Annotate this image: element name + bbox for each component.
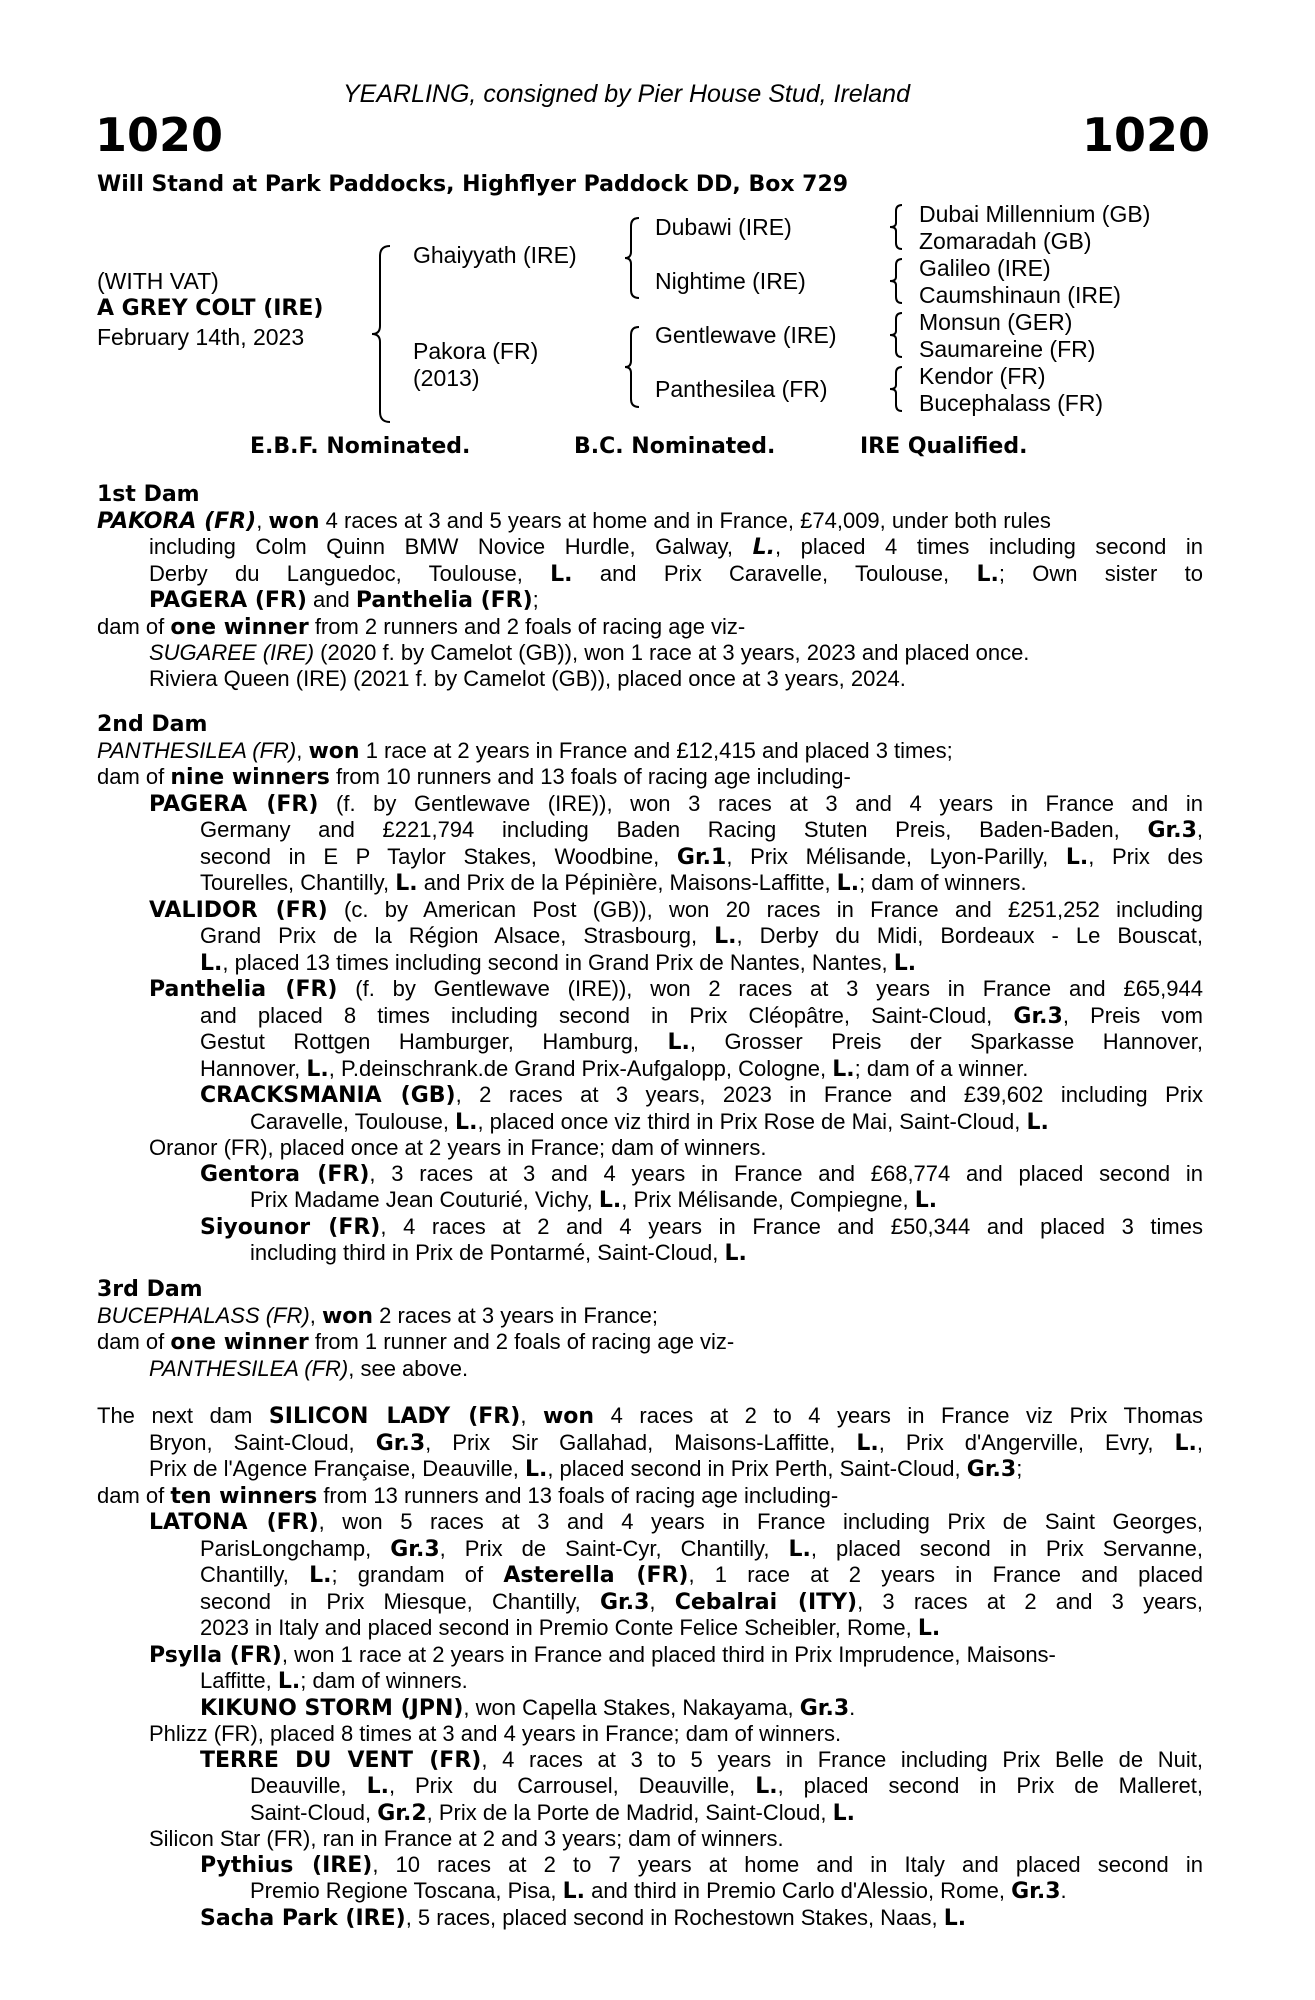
text-run: , [1196, 817, 1203, 842]
next-dam-line [97, 1800, 1203, 1827]
text-run: (c. by American Post (GB)), won 20 races in France and £251,252 including [327, 896, 1204, 922]
ire-qualified: IRE Qualified. [860, 434, 1028, 459]
next-dam-line [97, 1430, 1203, 1457]
text-run: , Prix Mélisande, Compiegne, [621, 1187, 915, 1212]
text-run: and Prix de la Pépinière, Maisons-Laffitte, [417, 870, 837, 895]
text-run: from 2 runners and 2 foals of racing age viz- [308, 613, 746, 639]
text-run: Laffitte, [200, 1668, 278, 1693]
pedigree-g3-7: Kendor (FR) [919, 363, 1046, 389]
second-dam-line [97, 870, 1203, 897]
text-run: Gr.3 [966, 1457, 1017, 1482]
text-run: PAKORA (FR) [97, 508, 257, 534]
text-run: including Colm Quinn BMW Novice Hurdle, Galway, [149, 534, 753, 559]
text-run: L. [856, 1430, 879, 1456]
text-run: , 10 races at 2 to 7 years at home and in Italy and placed second in [372, 1851, 1204, 1877]
text-run: , 3 races at 2 and 3 years, [857, 1588, 1203, 1614]
pedigree-dam-year: (2013) [413, 365, 480, 391]
text-run: , 4 races at 2 and 4 years in France and £50,344 and placed 3 times [380, 1213, 1203, 1239]
second-dam-line [97, 844, 1203, 871]
text-run: Deauville, [250, 1773, 367, 1798]
text-run: L. [752, 535, 775, 560]
second-dam-line [97, 1109, 1203, 1136]
text-run: Gr.3 [599, 1589, 650, 1615]
next-dam-line [97, 1483, 1203, 1510]
text-run: Pythius (IRE) [200, 1852, 373, 1878]
lot-number-right: 1020 [1082, 108, 1211, 162]
text-run: Gr.3 [1147, 818, 1197, 843]
text-run: Gr.3 [1011, 1879, 1061, 1904]
text-run: Prix Madame Jean Couturié, Vichy, [250, 1187, 599, 1212]
text-run: Tourelles, Chantilly, [200, 870, 396, 895]
pedigree-g3-5: Monsun (GER) [919, 309, 1073, 335]
text-run: Panthelia (FR) [149, 977, 338, 1002]
pedigree-g3-1: Dubai Millennium (GB) [919, 201, 1151, 227]
third-dam-line [97, 1329, 1203, 1356]
first-dam-line [97, 561, 1203, 588]
text-run: L. [366, 1774, 389, 1799]
text-run: CRACKSMANIA (GB) [200, 1083, 456, 1108]
next-dam-line [97, 1747, 1203, 1774]
text-run: , Grosser Preis der Sparkasse Hannover, [689, 1029, 1203, 1054]
text-run: 1 race at 2 years in France and £12,415 and placed 3 times; [359, 737, 953, 763]
second-dam-line [97, 976, 1203, 1003]
text-run: Derby du Languedoc, Toulouse, [149, 560, 551, 586]
text-run: 4 races at 3 and 5 years at home and in France, £74,009, under both rules [319, 507, 1051, 533]
text-run: L. [714, 924, 737, 949]
text-run: and Prix Caravelle, Toulouse, [572, 560, 977, 586]
text-run: Grand Prix de la Région Alsace, Strasbourg, [200, 923, 715, 948]
first-dam-section [97, 482, 1203, 691]
text-run: dam of [97, 613, 171, 639]
text-run: L. [524, 1457, 548, 1482]
pedigree-g3-3: Galileo (IRE) [919, 255, 1051, 281]
pedigree-sire-sire: Dubawi (IRE) [655, 214, 792, 240]
text-run: Panthelia (FR) [355, 588, 533, 613]
lot-number-left: 1020 [95, 108, 224, 162]
text-run: (2020 f. by Camelot (GB)), won 1 race at 3 years, 2023 and placed once. [314, 640, 1030, 665]
next-dam-line [97, 1905, 1203, 1932]
text-run: and third in Premio Carlo d'Alessio, Rome, [585, 1878, 1012, 1903]
next-dam-line [97, 1403, 1203, 1430]
horse-name: A GREY COLT (IRE) [97, 296, 324, 321]
second-dam-line [97, 817, 1203, 844]
second-dam-section [97, 712, 1203, 1267]
text-run: L. [914, 1188, 938, 1213]
text-run: from 1 runner and 2 foals of racing age viz- [308, 1329, 735, 1354]
pedigree-sire: Ghaiyyath (IRE) [413, 242, 577, 268]
foaling-date: February 14th, 2023 [97, 324, 305, 350]
text-run: L. [200, 950, 223, 976]
bc-nominated: B.C. Nominated. [574, 434, 776, 459]
text-run: ; Own sister to [998, 560, 1203, 586]
text-run: dam of [97, 1482, 171, 1508]
text-run: L. [1026, 1109, 1049, 1135]
next-dam-line [97, 1615, 1203, 1642]
text-run: , [520, 1403, 543, 1428]
second-dam-line [97, 1187, 1203, 1214]
text-run: Gr.3 [1013, 1003, 1063, 1029]
text-run: L. [306, 1056, 329, 1082]
pedigree-g3-8: Bucephalass (FR) [919, 390, 1104, 416]
text-run: Gr.2 [377, 1800, 427, 1826]
text-run: PAGERA (FR) [149, 791, 319, 817]
text-run: . [1060, 1878, 1067, 1903]
next-dam-line [97, 1509, 1203, 1536]
second-dam-heading: 2nd Dam [97, 712, 208, 737]
text-run: , [256, 507, 269, 533]
pedigree-brace-g3-4 [888, 365, 906, 413]
text-run: , placed second in Prix Servanne, [810, 1535, 1203, 1561]
text-run: SILICON LADY (FR) [268, 1404, 521, 1429]
text-run: L. [755, 1774, 778, 1799]
text-run: Sacha Park (IRE) [200, 1905, 406, 1931]
text-run: ten winners [170, 1483, 318, 1509]
text-run: L. [667, 1030, 690, 1055]
third-dam-heading: 3rd Dam [97, 1277, 203, 1302]
next-dam-line [97, 1668, 1203, 1695]
second-dam-line [97, 1214, 1203, 1241]
text-run: PANTHESILEA (FR) [149, 1355, 349, 1381]
pedigree-sire-dam: Nightime (IRE) [655, 268, 806, 294]
third-dam-line [97, 1356, 1203, 1382]
next-dam-line [97, 1562, 1203, 1589]
text-run: 4 races at 2 to 4 years in France viz Prix Thomas [594, 1403, 1203, 1428]
stand-location: Will Stand at Park Paddocks, Highflyer Paddock DD, Box 729 [97, 172, 849, 197]
text-run: L. [788, 1536, 811, 1562]
text-run: L. [277, 1669, 301, 1694]
text-run: Siyounor (FR) [200, 1214, 381, 1240]
first-dam-line [97, 534, 1203, 561]
next-dam-line [97, 1773, 1203, 1800]
text-run: Gestut Rottgen Hamburger, Hamburg, [200, 1029, 668, 1054]
text-run: Caravelle, Toulouse, [250, 1108, 456, 1134]
text-run: from 13 runners and 13 foals of racing age including- [317, 1482, 839, 1508]
text-run: second in E P Taylor Stakes, Woodbine, [200, 843, 677, 869]
next-dam-line [97, 1695, 1203, 1722]
next-dam-line [97, 1589, 1203, 1616]
text-run: , won 1 race at 2 years in France and placed third in Prix Imprudence, Maisons- [281, 1641, 1056, 1667]
second-dam-line [97, 1082, 1203, 1109]
text-run: (f. by Gentlewave (IRE)), won 3 races at 3 and 4 years in France and in [318, 790, 1203, 816]
text-run: , won 5 races at 3 and 4 years in France including Prix de Saint Georges, [318, 1509, 1203, 1534]
text-run: L. [832, 1056, 855, 1082]
pedigree-g3-6: Saumareine (FR) [919, 336, 1096, 362]
next-dam-line [97, 1642, 1203, 1669]
text-run: and [306, 587, 356, 612]
second-dam-line [97, 1029, 1203, 1056]
text-run: , won Capella Stakes, Nakayama, [463, 1694, 800, 1720]
text-run: Premio Regione Toscana, Pisa, [250, 1878, 563, 1903]
text-run: L. [976, 561, 999, 587]
text-run: , placed second in Prix de Malleret, [777, 1773, 1204, 1798]
text-run: ; [532, 587, 539, 612]
second-dam-line [97, 897, 1203, 924]
text-run: one winner [170, 1330, 309, 1355]
pedigree-g3-4: Caumshinaun (IRE) [919, 282, 1121, 308]
text-run: , Prix du Carrousel, Deauville, [388, 1773, 756, 1798]
next-dam-line: Silicon Star (FR), ran in France at 2 and 3 years; dam of winners. [149, 1826, 784, 1851]
text-run: L. [836, 871, 860, 896]
text-run: ; grandam of [331, 1562, 504, 1587]
text-run: ParisLongchamp, [200, 1535, 391, 1561]
text-run: , [1196, 1429, 1203, 1455]
text-run: Psylla (FR) [149, 1642, 282, 1668]
text-run: and placed 8 times including second in Prix Cléopâtre, Saint-Cloud, [200, 1002, 1014, 1028]
second-dam-line [97, 950, 1203, 977]
next-dam-line [97, 1456, 1203, 1483]
next-dam-line [97, 1878, 1203, 1905]
first-dam-line [97, 508, 1203, 535]
text-run: , 1 race at 2 years in France and placed [688, 1562, 1203, 1587]
text-run: . [849, 1694, 856, 1720]
vat-note: (WITH VAT) [97, 268, 219, 294]
second-dam-line: Oranor (FR), placed once at 2 years in France; dam of winners. [149, 1135, 767, 1160]
second-dam-line [97, 764, 1203, 791]
text-run: L. [724, 1241, 747, 1266]
text-run: , 4 races at 3 to 5 years in France including Prix Belle de Nuit, [481, 1746, 1203, 1772]
text-run: LATONA (FR) [149, 1510, 319, 1535]
pedigree-brace-dam [623, 325, 643, 409]
text-run: , [296, 737, 309, 763]
text-run: 2 races at 3 years in France; [373, 1302, 658, 1328]
text-run: L. [598, 1188, 622, 1213]
first-dam-heading: 1st Dam [97, 482, 200, 507]
second-dam-line [97, 1240, 1203, 1267]
text-run: , Prix Mélisande, Lyon-Parilly, [726, 843, 1066, 869]
text-run: Asterella (FR) [503, 1563, 689, 1588]
text-run: Prix de l'Agence Française, Deauville, [149, 1456, 525, 1481]
pedigree-dam-sire: Gentlewave (IRE) [655, 322, 837, 348]
catalogue-subtitle: YEARLING, consigned by Pier House Stud, Ireland [343, 80, 910, 108]
text-run: L. [943, 1905, 967, 1931]
next-dam-section [97, 1403, 1203, 1931]
third-dam-section [97, 1277, 1203, 1381]
text-run: L. [455, 1109, 478, 1135]
text-run: second in Prix Miesque, Chantilly, [200, 1588, 600, 1614]
text-run: TERRE DU VENT (FR) [200, 1747, 482, 1773]
text-run: , Prix des [1088, 843, 1203, 869]
pedigree-brace-g3-3 [888, 311, 906, 359]
second-dam-line [97, 1161, 1203, 1188]
text-run: dam of [97, 764, 171, 789]
text-run: , Prix de Saint-Cyr, Chantilly, [439, 1535, 789, 1561]
text-run: dam of [97, 1329, 171, 1354]
pedigree-brace-main [370, 244, 394, 424]
text-run: , Preis vom [1062, 1002, 1203, 1028]
second-dam-line [97, 791, 1203, 818]
text-run: ; dam of winners. [859, 870, 1027, 895]
text-run: Germany and £221,794 including Baden Racing Stuten Preis, Baden-Baden, [200, 817, 1148, 842]
first-dam-line [97, 587, 1203, 614]
text-run: , Prix de la Porte de Madrid, Saint-Cloud, [426, 1799, 833, 1825]
text-run: ; dam of winners. [300, 1668, 468, 1693]
text-run: SUGAREE (IRE) [149, 640, 315, 665]
third-dam-line [97, 1303, 1203, 1330]
text-run: 2023 in Italy and placed second in Premio Conte Felice Scheibler, Rome, [200, 1615, 918, 1640]
text-run: L. [917, 1616, 941, 1641]
text-run: won [321, 1303, 374, 1329]
text-run: L. [893, 950, 917, 976]
text-run: , placed 13 times including second in Grand Prix de Nantes, Nantes, [222, 949, 894, 975]
text-run: L. [395, 871, 418, 896]
text-run: won [542, 1404, 595, 1429]
text-run: L. [1174, 1430, 1197, 1456]
next-dam-line [97, 1536, 1203, 1563]
text-run: , placed once viz third in Prix Rose de Mai, Saint-Cloud, [477, 1108, 1027, 1134]
text-run: Cebalrai (ITY) [674, 1589, 858, 1615]
text-run: , 3 races at 3 and 4 years in France and £68,774 and placed second in [369, 1160, 1203, 1186]
text-run: ; dam of a winner. [854, 1055, 1029, 1081]
pedigree-dam: Pakora (FR) [413, 338, 539, 364]
first-dam-line: Riviera Queen (IRE) (2021 f. by Camelot (GB)), placed once at 3 years, 2024. [149, 665, 906, 691]
text-run: L. [550, 561, 573, 587]
next-dam-line [97, 1852, 1203, 1879]
text-run: Gr.3 [390, 1536, 440, 1562]
second-dam-line [97, 738, 1203, 765]
text-run: Gr.3 [375, 1430, 426, 1456]
second-dam-line [97, 1056, 1203, 1083]
text-run: (f. by Gentlewave (IRE)), won 2 races at 3 years in France and £65,944 [337, 976, 1203, 1001]
text-run: , Prix Sir Gallahad, Maisons-Laffitte, [425, 1429, 857, 1455]
text-run: , 5 races, placed second in Rochestown Stakes, Naas, [405, 1904, 944, 1930]
text-run: , placed 4 times including second in [774, 534, 1203, 559]
text-run: including third in Prix de Pontarmé, Saint-Cloud, [250, 1240, 725, 1265]
text-run: , [309, 1302, 322, 1328]
second-dam-line [97, 923, 1203, 950]
pedigree-g3-2: Zomaradah (GB) [919, 228, 1092, 254]
text-run: , see above. [348, 1355, 469, 1381]
text-run: , Derby du Midi, Bordeaux - Le Bouscat, [736, 923, 1203, 948]
pedigree-dam-dam: Panthesilea (FR) [655, 376, 828, 402]
text-run: , placed second in Prix Perth, Saint-Cloud, [547, 1456, 967, 1481]
text-run: L. [832, 1800, 855, 1826]
text-run: , [649, 1588, 675, 1614]
text-run: Gentora (FR) [200, 1161, 370, 1187]
text-run: from 10 runners and 13 foals of racing age including- [329, 764, 851, 789]
text-run: BUCEPHALASS (FR) [97, 1302, 310, 1328]
text-run: one winner [170, 614, 309, 640]
text-run: Saint-Cloud, [250, 1799, 378, 1825]
first-dam-line [97, 640, 1203, 666]
pedigree-brace-sire [623, 216, 643, 300]
text-run: Gr.1 [676, 844, 727, 870]
text-run: won [268, 508, 320, 534]
text-run: L. [562, 1879, 586, 1904]
text-run: VALIDOR (FR) [149, 897, 328, 923]
text-run: won [308, 738, 360, 764]
text-run: L. [309, 1563, 332, 1588]
text-run: ; [1016, 1456, 1023, 1481]
text-run: Gr.3 [799, 1695, 850, 1721]
text-run: PAGERA (FR) [149, 588, 307, 613]
text-run: , P.deinschrank.de Grand Prix-Aufgalopp, Cologne, [328, 1055, 833, 1081]
text-run: PANTHESILEA (FR) [97, 737, 297, 763]
pedigree-brace-g3-2 [888, 257, 906, 305]
text-run: nine winners [170, 765, 330, 790]
text-run: L. [1065, 844, 1089, 870]
first-dam-line [97, 614, 1203, 641]
ebf-nominated: E.B.F. Nominated. [250, 434, 471, 459]
second-dam-line [97, 1003, 1203, 1030]
text-run: Chantilly, [200, 1562, 310, 1587]
text-run: Hannover, [200, 1055, 307, 1081]
text-run: , 2 races at 3 years, 2023 in France and £39,602 including Prix [455, 1082, 1203, 1107]
text-run: The next dam [97, 1403, 269, 1428]
text-run: , Prix d'Angerville, Evry, [878, 1429, 1175, 1455]
text-run: Bryon, Saint-Cloud, [149, 1429, 376, 1455]
text-run: KIKUNO STORM (JPN) [200, 1695, 464, 1721]
next-dam-line: Phlizz (FR), placed 8 times at 3 and 4 years in France; dam of winners. [149, 1721, 842, 1746]
pedigree-brace-g3-1 [888, 203, 906, 251]
